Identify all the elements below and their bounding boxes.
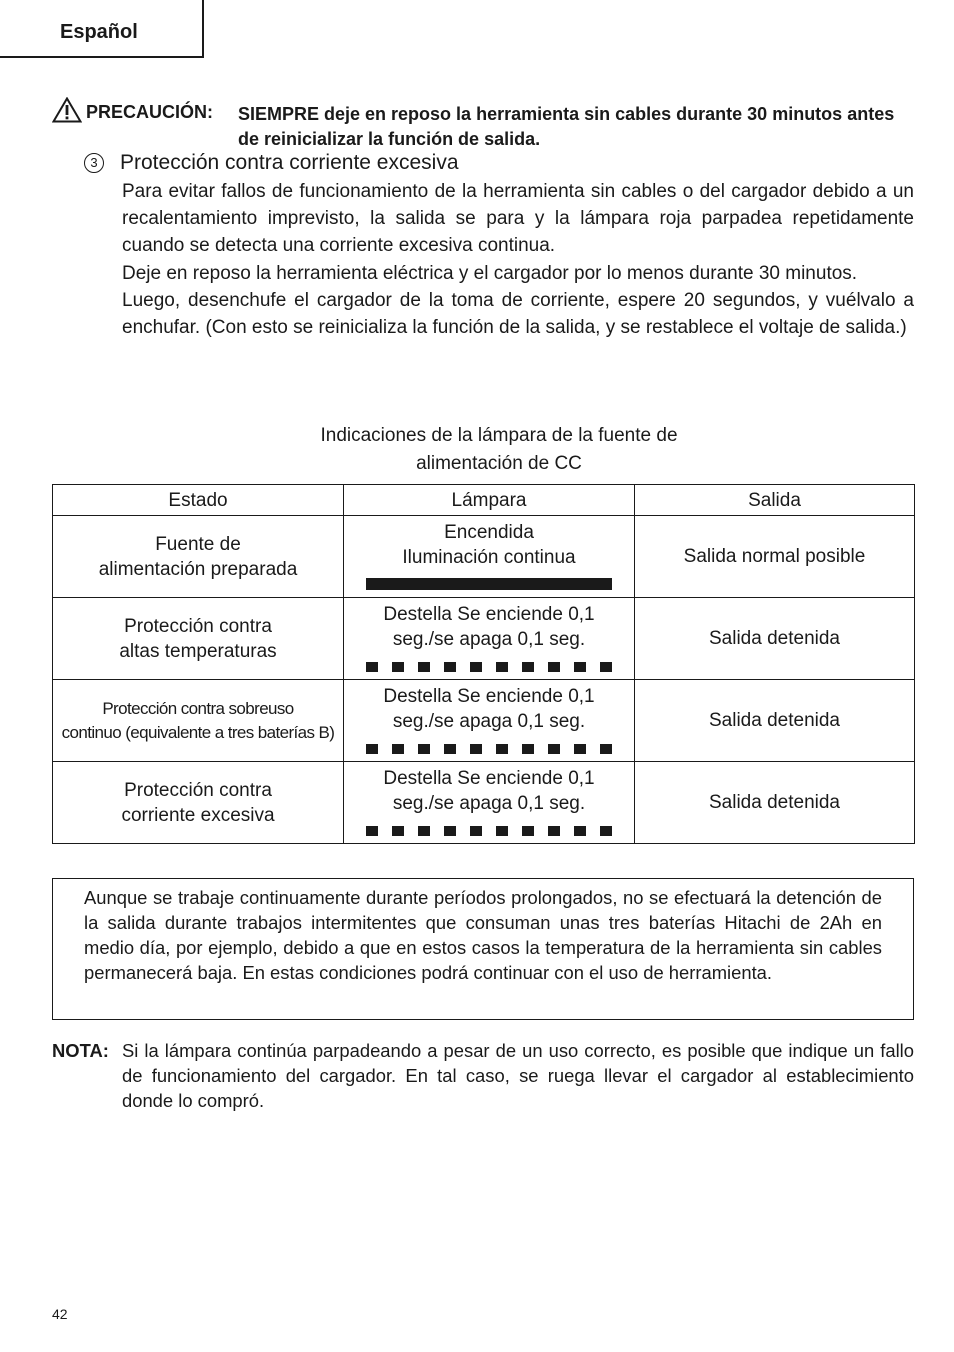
estado-line: alimentación preparada — [98, 558, 298, 580]
estado-cell — [53, 598, 344, 680]
indicator-dash — [548, 662, 560, 672]
indicator-dash — [444, 662, 456, 672]
blinking-lamp-indicator — [366, 662, 612, 672]
indicator-dash — [574, 744, 586, 754]
lamp-indications-table — [52, 484, 915, 844]
blinking-lamp-indicator — [366, 826, 612, 836]
estado-cell — [53, 762, 344, 844]
indicator-dash — [366, 662, 378, 672]
indicator-dash — [418, 662, 430, 672]
lampara-line: Iluminación continua — [402, 546, 576, 568]
indicator-dash — [522, 662, 534, 672]
section-number: 3 — [84, 153, 104, 173]
language-tab — [0, 0, 204, 58]
indicator-dash — [470, 826, 482, 836]
section-title: Protección contra corriente excesiva — [120, 151, 459, 174]
indicator-dash — [496, 662, 508, 672]
indicator-dash — [392, 744, 404, 754]
estado-cell — [53, 516, 344, 598]
estado-line: continuo (equivalente a tres baterías B) — [61, 722, 335, 742]
paragraph: Para evitar fallos de funcionamiento de la herramienta sin cables o del cargador debido a un recalentamiento imprevisto, la salida se para y la lámpara roja parpadea repetidamente cuando se detecta una corriente excesiva continua. — [122, 181, 914, 257]
table-row — [53, 598, 915, 680]
salida-cell: Salida detenida — [635, 598, 915, 680]
salida-cell: Salida detenida — [635, 680, 915, 762]
lampara-line: seg./se apaga 0,1 seg. — [392, 792, 586, 814]
table-header-row — [53, 485, 915, 516]
lampara-line: Destella Se enciende 0,1 — [383, 685, 595, 707]
note-text: Si la lámpara continúa parpadeando a pesar de un uso correcto, es posible que indique un fallo de funcionamiento del cargador. En tal caso, se ruega llevar el cargador al establecimiento donde lo compró. — [122, 1040, 914, 1111]
indicator-dash — [470, 744, 482, 754]
indicator-dash — [366, 826, 378, 836]
estado-line: Protección contra — [124, 615, 272, 637]
indicator-dash — [392, 826, 404, 836]
estado-line: altas temperaturas — [119, 640, 277, 662]
indicator-dash — [574, 662, 586, 672]
salida-cell: Salida detenida — [635, 762, 915, 844]
indicator-dash — [522, 744, 534, 754]
indicator-dash — [574, 826, 586, 836]
indicator-dash — [522, 826, 534, 836]
language-label: Español — [60, 21, 138, 43]
section-heading — [84, 151, 459, 175]
solid-lamp-indicator — [366, 578, 612, 590]
table-caption — [200, 422, 798, 478]
indicator-dash — [470, 662, 482, 672]
table-row — [53, 762, 915, 844]
indicator-dash — [496, 744, 508, 754]
caution-text: SIEMPRE deje en reposo la herramienta sin cables durante 30 minutos antes de reinicializar la función de salida. — [238, 104, 895, 149]
paragraph: Luego, desenchufe el cargador de la toma de corriente, espere 20 segundos, y vuélvalo a enchufar. (Con esto se reinicializa la función de la salida, y se restablece el voltaje de salida.) — [122, 289, 914, 339]
indicator-dash — [548, 826, 560, 836]
lampara-line: Encendida — [444, 521, 534, 543]
indicator-dash — [444, 744, 456, 754]
header-estado: Estado — [53, 485, 344, 516]
table-row — [53, 680, 915, 762]
caution-label: PRECAUCIÓN: — [86, 102, 214, 122]
indicator-dash — [418, 826, 430, 836]
indicator-dash — [366, 744, 378, 754]
lampara-line: seg./se apaga 0,1 seg. — [392, 628, 586, 650]
note-label: NOTA: — [52, 1040, 109, 1061]
indicator-dash — [600, 744, 612, 754]
lampara-line: Destella Se enciende 0,1 — [383, 767, 595, 789]
lampara-cell — [344, 680, 635, 762]
header-salida: Salida — [635, 485, 915, 516]
table-caption-line: alimentación de CC — [416, 453, 582, 474]
paragraph: Deje en reposo la herramienta eléctrica y el cargador por lo menos durante 30 minutos. — [122, 262, 858, 284]
indicator-dash — [496, 826, 508, 836]
indicator-dash — [444, 826, 456, 836]
warning-triangle-icon — [52, 97, 82, 123]
estado-line: Protección contra — [124, 779, 272, 801]
indicator-dash — [548, 744, 560, 754]
estado-line: Protección contra sobreuso — [102, 698, 294, 718]
estado-line: corriente excesiva — [121, 804, 275, 826]
indicator-dash — [418, 744, 430, 754]
lampara-cell — [344, 762, 635, 844]
header-lampara: Lámpara — [344, 485, 635, 516]
estado-line: Fuente de — [155, 533, 241, 555]
salida-cell: Salida normal posible — [635, 516, 915, 598]
lampara-line: Destella Se enciende 0,1 — [383, 603, 595, 625]
estado-cell — [53, 680, 344, 762]
lampara-line: seg./se apaga 0,1 seg. — [392, 710, 586, 732]
section-body — [122, 178, 914, 341]
blinking-lamp-indicator — [366, 744, 612, 754]
info-box — [52, 878, 914, 1020]
table-caption-line: Indicaciones de la lámpara de la fuente de — [320, 425, 678, 446]
indicator-dash — [392, 662, 404, 672]
lampara-cell — [344, 516, 635, 598]
indicator-dash — [600, 826, 612, 836]
indicator-dash — [600, 662, 612, 672]
info-box-text: Aunque se trabaje continuamente durante períodos prolongados, no se efectuará la detención de la salida durante trabajos intermitentes que consuman unas tres baterías Hitachi de 2Ah en medio día, por ejemplo, debido a que en estos casos la temperatura de la herramienta sin cables permanecerá baja. En estas condiciones podrá continuar con el uso de herramienta. — [84, 887, 882, 983]
lampara-cell — [344, 598, 635, 680]
page-number: 42 — [52, 1306, 68, 1322]
table-row — [53, 516, 915, 598]
